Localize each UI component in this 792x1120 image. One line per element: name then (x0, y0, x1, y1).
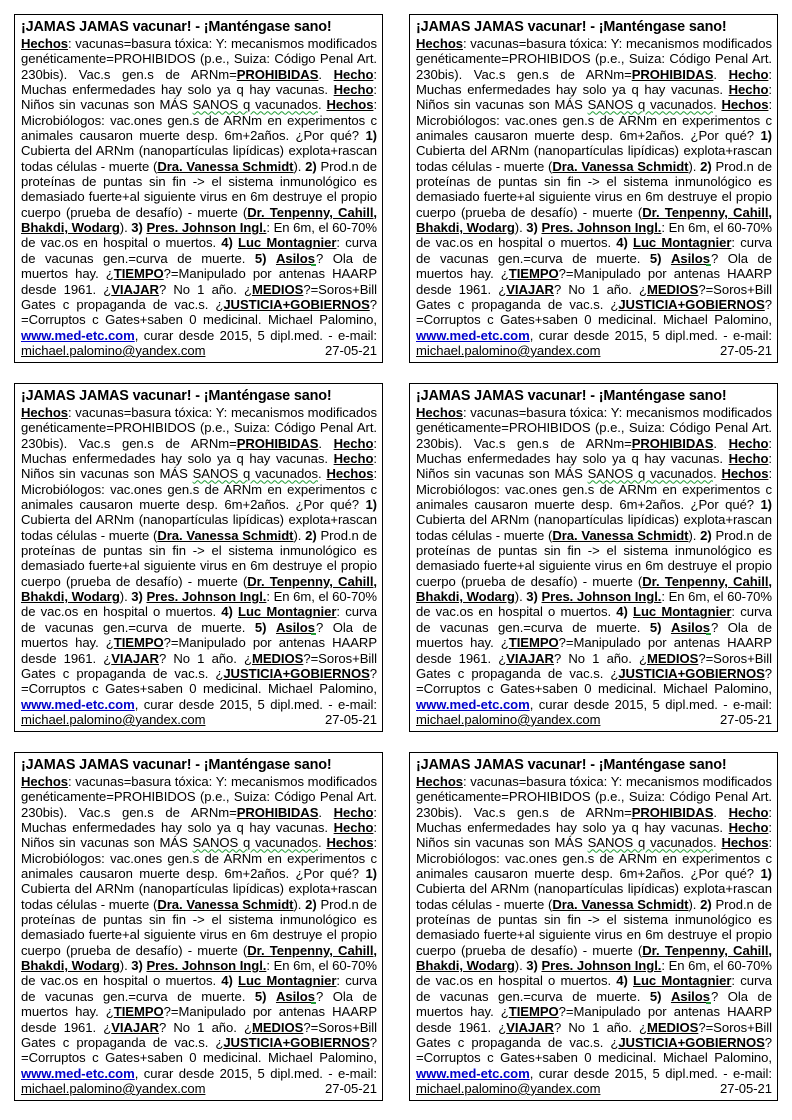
text-segment: ?=Soros+Bill Gates c propaganda de vac.s. ¿ (416, 281, 772, 312)
card-row (14, 752, 778, 1101)
name-schmidt: Dra. Vanessa Schmidt (552, 527, 689, 543)
text-segment: ? Ola de muertos hay. ¿ (21, 250, 377, 282)
card-title: ¡JAMAS JAMAS vacunar! - ¡Manténgase sano! (21, 19, 332, 35)
text-segment: Prod.n de proteínas de puntas sin fin -> el sistema inmunológico es demasiado fuerte+al siguiente virus en 6m destruye el propio cuerpo (prueba de desafío) - muerte ( (416, 158, 772, 220)
text-segment: ? No 1 año. ¿ (158, 650, 252, 666)
emphasis-prohibidas: PROHIBIDAS (236, 435, 319, 451)
text-segment: ? Ola de muertos hay. ¿ (416, 988, 772, 1020)
emphasis-prohibidas: PROHIBIDAS (236, 66, 319, 82)
text-segment: Prod.n de proteínas de puntas sin fin -> el sistema inmunológico es demasiado fuerte+al siguiente virus en 6m destruye el propio cuerpo (prueba de desafío) - muerte ( (21, 896, 377, 958)
text-segment: ? No 1 año. ¿ (553, 1019, 647, 1035)
text-segment: : En 6m, el 60-70% de vac.os en hospital o muertos. (21, 589, 377, 620)
text-segment: ). (293, 527, 306, 543)
text-segment: ). (293, 896, 306, 912)
list-marker-5: 5) (649, 988, 662, 1004)
text-segment: : Niños sin vacunas son MÁS (21, 820, 377, 851)
author-name: Michael Palomino, (267, 681, 377, 697)
card-body (21, 36, 377, 363)
text-segment: . (318, 66, 334, 82)
label-hechos: Hechos (721, 466, 769, 482)
spellcheck-phrase-sanos: SANOS q vacunados (587, 97, 713, 113)
name-johnson: Pres. Johnson Ingl. (146, 958, 267, 974)
text-segment: Prod.n de proteínas de puntas sin fin -> el sistema inmunológico es demasiado fuerte+al siguiente virus en 6m destruye el propio cuerpo (prueba de desafío) - muerte ( (21, 527, 377, 589)
name-doctors: Dr. Tenpenny, Cahill, Bhakdi, Wodarg (416, 573, 772, 605)
text-segment: ?=Corruptos c Gates+saben 0 medicinal. (416, 1034, 772, 1066)
label-hechos: Hechos (21, 405, 68, 420)
label-hechos: Hechos (326, 835, 374, 851)
name-montagnier: Luc Montagnier (633, 604, 732, 620)
text-segment (661, 620, 671, 635)
keyword-tiempo: TIEMPO (113, 635, 164, 651)
label-hechos: Hechos (721, 835, 769, 851)
text-segment: ?=Soros+Bill Gates c propaganda de vac.s. ¿ (416, 1019, 772, 1050)
website-link[interactable]: www.med-etc.com (21, 1065, 135, 1081)
keyword-asilos: Asilos (670, 619, 710, 635)
label-hechos: Hechos (416, 36, 463, 51)
text-segment: ? No 1 año. ¿ (158, 281, 252, 297)
keyword-viajar: VIAJAR (111, 650, 159, 666)
text-segment: ?=Corruptos c Gates+saben 0 medicinal. (21, 665, 377, 697)
text-segment: : Microbiólogos: vac.ones gen.s de ARNm en experimentos c animales causaron muerte desp. 6m+2años. ¿Por qué? (416, 466, 773, 513)
keyword-justicia-gobiernos: JUSTICIA+GOBIERNOS (618, 665, 765, 681)
list-marker-2: 2) (700, 896, 712, 912)
date-text: 27-05-21 (205, 1080, 377, 1096)
list-marker-2: 2) (305, 527, 317, 543)
list-marker-3: 3) (526, 958, 538, 974)
keyword-viajar: VIAJAR (506, 281, 554, 297)
text-segment: Cubierta del ARNm (nanopartículas lipídicas) explota+rascan todas células - muerte ( (416, 512, 772, 543)
text-segment: ?=Manipulado por antenas HAARP desde 1961. ¿ (21, 635, 378, 666)
text-segment: Prod.n de proteínas de puntas sin fin -> el sistema inmunológico es demasiado fuerte+al siguiente virus en 6m destruye el propio cuerpo (prueba de desafío) - muerte ( (416, 527, 772, 589)
list-marker-2: 2) (700, 527, 712, 543)
text-segment: ?=Soros+Bill Gates c propaganda de vac.s. ¿ (21, 1019, 377, 1050)
text-segment: . (713, 66, 729, 82)
keyword-medios: MEDIOS (251, 650, 304, 666)
keyword-tiempo: TIEMPO (508, 1004, 559, 1020)
text-segment: . (318, 97, 327, 113)
text-segment: : En 6m, el 60-70% de vac.os en hospital o muertos. (416, 958, 772, 989)
text-segment: ?=Corruptos c Gates+saben 0 medicinal. (21, 296, 377, 328)
name-montagnier: Luc Montagnier (633, 235, 732, 251)
spellcheck-phrase-sanos: SANOS q vacunados (587, 835, 713, 851)
label-hecho: Hecho (728, 820, 769, 836)
label-hechos: Hechos (21, 774, 68, 789)
name-schmidt: Dra. Vanessa Schmidt (157, 527, 294, 543)
list-marker-4: 4) (616, 604, 628, 620)
text-segment: Prod.n de proteínas de puntas sin fin -> el sistema inmunológico es demasiado fuerte+al siguiente virus en 6m destruye el propio cuerpo (prueba de desafío) - muerte ( (21, 158, 377, 220)
keyword-asilos: Asilos (275, 988, 315, 1004)
website-link[interactable]: www.med-etc.com (21, 696, 135, 712)
spellcheck-mark (706, 633, 711, 635)
text-segment: , curar desde 2015, 5 dipl.med. - e-mail: (134, 327, 377, 343)
name-johnson: Pres. Johnson Ingl. (146, 589, 267, 605)
text-segment: ). (688, 896, 701, 912)
text-segment: . (713, 97, 722, 113)
date-text: 27-05-21 (600, 342, 772, 358)
text-segment: ). (514, 958, 527, 974)
flyer-card (14, 14, 383, 363)
label-hechos: Hechos (416, 774, 463, 789)
keyword-asilos: Asilos (670, 988, 710, 1004)
text-segment: : Muchas enfermedades hay solo ya q hay vacunas. (416, 435, 772, 467)
keyword-justicia-gobiernos: JUSTICIA+GOBIERNOS (618, 1034, 765, 1050)
text-segment: ). (514, 589, 527, 605)
text-segment: . (318, 435, 334, 451)
keyword-viajar: VIAJAR (506, 650, 554, 666)
text-segment: ?=Manipulado por antenas HAARP desde 1961. ¿ (21, 266, 378, 297)
name-montagnier: Luc Montagnier (633, 973, 732, 989)
text-segment: : vacunas=basura tóxica: Y: mecanismos modificados genéticamente=PROHIBIDOS (p.e., Suiza: Código Penal Art. 230bis). Vac.s gen.s de ARNm= (416, 774, 772, 820)
list-marker-4: 4) (616, 973, 628, 989)
keyword-asilos: Asilos (275, 250, 315, 266)
list-marker-3: 3) (131, 220, 143, 236)
website-link[interactable]: www.med-etc.com (416, 696, 530, 712)
text-segment: Cubierta del ARNm (nanopartículas lipídicas) explota+rascan todas células - muerte ( (21, 143, 377, 174)
text-segment: ?=Manipulado por antenas HAARP desde 1961. ¿ (416, 635, 773, 666)
label-hecho: Hecho (333, 435, 374, 451)
keyword-medios: MEDIOS (251, 281, 304, 297)
name-montagnier: Luc Montagnier (238, 973, 337, 989)
text-segment: : En 6m, el 60-70% de vac.os en hospital o muertos. (416, 220, 772, 251)
label-hechos: Hechos (21, 36, 68, 51)
text-segment: ? Ola de muertos hay. ¿ (21, 988, 377, 1020)
text-segment: ?=Corruptos c Gates+saben 0 medicinal. (21, 1034, 377, 1066)
text-segment: . (713, 835, 722, 851)
list-marker-2: 2) (305, 158, 317, 174)
emphasis-prohibidas: PROHIBIDAS (236, 804, 319, 820)
list-marker-1: 1) (760, 866, 772, 882)
text-segment (661, 989, 671, 1004)
label-hecho: Hecho (728, 435, 769, 451)
text-segment: ? Ola de muertos hay. ¿ (21, 619, 377, 651)
text-segment: ?=Soros+Bill Gates c propaganda de vac.s. ¿ (21, 281, 377, 312)
text-segment: : curva de vacunas gen.=curva de muerte. (416, 235, 772, 266)
spellcheck-mark (311, 633, 316, 635)
card-title: ¡JAMAS JAMAS vacunar! - ¡Manténgase sano! (416, 19, 727, 35)
author-name: Michael Palomino, (662, 312, 772, 328)
text-segment: : Muchas enfermedades hay solo ya q hay vacunas. (21, 804, 377, 836)
keyword-justicia-gobiernos: JUSTICIA+GOBIERNOS (618, 296, 765, 312)
text-segment: : Muchas enfermedades hay solo ya q hay vacunas. (416, 804, 772, 836)
text-segment: : vacunas=basura tóxica: Y: mecanismos modificados genéticamente=PROHIBIDOS (p.e., Suiza: Código Penal Art. 230bis). Vac.s gen.s de ARNm= (21, 36, 377, 82)
list-marker-1: 1) (365, 497, 377, 513)
name-johnson: Pres. Johnson Ingl. (146, 220, 267, 236)
text-segment: ?=Manipulado por antenas HAARP desde 1961. ¿ (21, 1004, 378, 1035)
text-segment: ?=Soros+Bill Gates c propaganda de vac.s. ¿ (21, 650, 377, 681)
website-link[interactable]: www.med-etc.com (416, 327, 530, 343)
list-marker-1: 1) (365, 866, 377, 882)
text-segment (266, 620, 276, 635)
name-doctors: Dr. Tenpenny, Cahill, Bhakdi, Wodarg (21, 942, 377, 974)
author-name: Michael Palomino, (662, 1050, 772, 1066)
emphasis-prohibidas: PROHIBIDAS (631, 66, 714, 82)
list-marker-5: 5) (254, 250, 267, 266)
list-marker-2: 2) (700, 158, 712, 174)
website-link[interactable]: www.med-etc.com (21, 327, 135, 343)
flyer-card (409, 383, 778, 732)
name-doctors: Dr. Tenpenny, Cahill, Bhakdi, Wodarg (21, 204, 377, 236)
name-schmidt: Dra. Vanessa Schmidt (552, 896, 689, 912)
keyword-tiempo: TIEMPO (508, 635, 559, 651)
text-segment: : Niños sin vacunas son MÁS (416, 820, 772, 851)
text-segment: . (713, 435, 729, 451)
label-hecho: Hecho (728, 66, 769, 82)
text-segment: ? No 1 año. ¿ (553, 650, 647, 666)
list-marker-4: 4) (221, 235, 233, 251)
label-hechos: Hechos (416, 405, 463, 420)
name-johnson: Pres. Johnson Ingl. (541, 220, 662, 236)
text-segment: Prod.n de proteínas de puntas sin fin -> el sistema inmunológico es demasiado fuerte+al siguiente virus en 6m destruye el propio cuerpo (prueba de desafío) - muerte ( (416, 896, 772, 958)
text-segment: ). (119, 958, 132, 974)
keyword-viajar: VIAJAR (111, 1019, 159, 1035)
text-segment: ? Ola de muertos hay. ¿ (416, 619, 772, 651)
text-segment: : Niños sin vacunas son MÁS (21, 82, 377, 113)
text-segment: ). (119, 589, 132, 605)
keyword-asilos: Asilos (275, 619, 315, 635)
keyword-medios: MEDIOS (251, 1019, 304, 1035)
text-segment: : vacunas=basura tóxica: Y: mecanismos modificados genéticamente=PROHIBIDOS (p.e., Suiza: Código Penal Art. 230bis). Vac.s gen.s de ARNm= (21, 405, 377, 451)
text-segment: ?=Soros+Bill Gates c propaganda de vac.s. ¿ (416, 650, 772, 681)
text-segment: . (318, 804, 334, 820)
text-segment: . (713, 466, 722, 482)
email-link[interactable]: michael.palomino@yandex.com (416, 342, 601, 358)
text-segment: : vacunas=basura tóxica: Y: mecanismos modificados genéticamente=PROHIBIDOS (p.e., Suiza: Código Penal Art. 230bis). Vac.s gen.s de ARNm= (416, 36, 772, 82)
list-marker-3: 3) (526, 220, 538, 236)
card-row (14, 14, 778, 363)
card-title: ¡JAMAS JAMAS vacunar! - ¡Manténgase sano! (21, 388, 332, 404)
label-hecho: Hecho (728, 82, 769, 98)
date-text: 27-05-21 (205, 342, 377, 358)
keyword-tiempo: TIEMPO (508, 266, 559, 282)
text-segment: ?=Manipulado por antenas HAARP desde 1961. ¿ (416, 1004, 773, 1035)
text-segment: : Muchas enfermedades hay solo ya q hay vacunas. (21, 66, 377, 98)
spellcheck-mark (706, 264, 711, 266)
text-segment (266, 989, 276, 1004)
list-marker-5: 5) (254, 988, 267, 1004)
label-hecho: Hecho (728, 451, 769, 467)
text-segment: Cubierta del ARNm (nanopartículas lipídicas) explota+rascan todas células - muerte ( (416, 143, 772, 174)
keyword-medios: MEDIOS (646, 1019, 699, 1035)
flyer-card (409, 752, 778, 1101)
name-schmidt: Dra. Vanessa Schmidt (157, 896, 294, 912)
keyword-justicia-gobiernos: JUSTICIA+GOBIERNOS (223, 665, 370, 681)
text-segment: . (318, 835, 327, 851)
label-hecho: Hecho (728, 804, 769, 820)
list-marker-3: 3) (131, 958, 143, 974)
list-marker-4: 4) (221, 604, 233, 620)
text-segment (661, 251, 671, 266)
keyword-medios: MEDIOS (646, 650, 699, 666)
text-segment: Cubierta del ARNm (nanopartículas lipídicas) explota+rascan todas células - muerte ( (416, 881, 772, 912)
text-segment: ? Ola de muertos hay. ¿ (416, 250, 772, 282)
text-segment: ). (119, 220, 132, 236)
text-segment: : curva de vacunas gen.=curva de muerte. (21, 973, 377, 1004)
name-schmidt: Dra. Vanessa Schmidt (552, 158, 689, 174)
label-hecho: Hecho (333, 820, 374, 836)
label-hechos: Hechos (326, 97, 374, 113)
text-segment: ?=Manipulado por antenas HAARP desde 1961. ¿ (416, 266, 773, 297)
text-segment: : curva de vacunas gen.=curva de muerte. (416, 973, 772, 1004)
list-marker-4: 4) (616, 235, 628, 251)
text-segment: : Niños sin vacunas son MÁS (416, 451, 772, 482)
text-segment: : Microbiólogos: vac.ones gen.s de ARNm en experimentos c animales causaron muerte desp. 6m+2años. ¿Por qué? (21, 466, 378, 513)
flyer-card (14, 383, 383, 732)
text-segment: : Muchas enfermedades hay solo ya q hay vacunas. (416, 66, 772, 98)
label-hechos: Hechos (326, 466, 374, 482)
keyword-justicia-gobiernos: JUSTICIA+GOBIERNOS (223, 296, 370, 312)
text-segment: : En 6m, el 60-70% de vac.os en hospital o muertos. (21, 958, 377, 989)
name-schmidt: Dra. Vanessa Schmidt (157, 158, 294, 174)
text-segment: . (713, 804, 729, 820)
text-segment: ). (293, 158, 306, 174)
text-segment: , curar desde 2015, 5 dipl.med. - e-mail: (529, 696, 772, 712)
keyword-justicia-gobiernos: JUSTICIA+GOBIERNOS (223, 1034, 370, 1050)
text-segment: : vacunas=basura tóxica: Y: mecanismos modificados genéticamente=PROHIBIDOS (p.e., Suiza: Código Penal Art. 230bis). Vac.s gen.s de ARNm= (416, 405, 772, 451)
text-segment: : curva de vacunas gen.=curva de muerte. (21, 235, 377, 266)
email-link[interactable]: michael.palomino@yandex.com (416, 1080, 601, 1096)
text-segment: : vacunas=basura tóxica: Y: mecanismos modificados genéticamente=PROHIBIDOS (p.e., Suiza: Código Penal Art. 230bis). Vac.s gen.s de ARNm= (21, 774, 377, 820)
card-body (21, 774, 377, 1101)
date-text: 27-05-21 (600, 711, 772, 727)
text-segment: : Muchas enfermedades hay solo ya q hay vacunas. (21, 435, 377, 467)
text-segment: : Microbiólogos: vac.ones gen.s de ARNm en experimentos c animales causaron muerte desp. 6m+2años. ¿Por qué? (416, 835, 773, 882)
text-segment: : En 6m, el 60-70% de vac.os en hospital o muertos. (21, 220, 377, 251)
spellcheck-mark (311, 264, 316, 266)
label-hecho: Hecho (333, 82, 374, 98)
text-segment: ? No 1 año. ¿ (158, 1019, 252, 1035)
text-segment: ). (688, 527, 701, 543)
text-segment: , curar desde 2015, 5 dipl.med. - e-mail: (529, 1065, 772, 1081)
keyword-viajar: VIAJAR (111, 281, 159, 297)
email-link[interactable]: michael.palomino@yandex.com (21, 342, 206, 358)
text-segment: Cubierta del ARNm (nanopartículas lipídicas) explota+rascan todas células - muerte ( (21, 512, 377, 543)
date-text: 27-05-21 (600, 1080, 772, 1096)
spellcheck-phrase-sanos: SANOS q vacunados (192, 466, 318, 482)
name-montagnier: Luc Montagnier (238, 604, 337, 620)
keyword-medios: MEDIOS (646, 281, 699, 297)
label-hecho: Hecho (333, 804, 374, 820)
card-body (416, 405, 772, 732)
author-name: Michael Palomino, (662, 681, 772, 697)
text-segment: , curar desde 2015, 5 dipl.med. - e-mail: (529, 327, 772, 343)
text-segment: : Niños sin vacunas son MÁS (21, 451, 377, 482)
label-hechos: Hechos (721, 97, 769, 113)
keyword-viajar: VIAJAR (506, 1019, 554, 1035)
label-hecho: Hecho (333, 66, 374, 82)
spellcheck-phrase-sanos: SANOS q vacunados (192, 97, 318, 113)
card-title: ¡JAMAS JAMAS vacunar! - ¡Manténgase sano! (416, 388, 727, 404)
flyer-card (14, 752, 383, 1101)
text-segment (266, 251, 276, 266)
date-text: 27-05-21 (205, 711, 377, 727)
name-doctors: Dr. Tenpenny, Cahill, Bhakdi, Wodarg (416, 942, 772, 974)
list-marker-5: 5) (254, 619, 267, 635)
card-title: ¡JAMAS JAMAS vacunar! - ¡Manténgase sano! (21, 757, 332, 773)
author-name: Michael Palomino, (267, 312, 377, 328)
label-hecho: Hecho (333, 451, 374, 467)
email-link[interactable]: michael.palomino@yandex.com (416, 711, 601, 727)
text-segment: ?=Corruptos c Gates+saben 0 medicinal. (416, 296, 772, 328)
list-marker-5: 5) (649, 250, 662, 266)
name-johnson: Pres. Johnson Ingl. (541, 589, 662, 605)
text-segment: ). (514, 220, 527, 236)
name-johnson: Pres. Johnson Ingl. (541, 958, 662, 974)
text-segment: : curva de vacunas gen.=curva de muerte. (416, 604, 772, 635)
card-title: ¡JAMAS JAMAS vacunar! - ¡Manténgase sano! (416, 757, 727, 773)
keyword-asilos: Asilos (670, 250, 710, 266)
website-link[interactable]: www.med-etc.com (416, 1065, 530, 1081)
list-marker-1: 1) (760, 497, 772, 513)
text-segment: : Microbiólogos: vac.ones gen.s de ARNm en experimentos c animales causaron muerte desp. 6m+2años. ¿Por qué? (416, 97, 773, 144)
list-marker-1: 1) (365, 128, 377, 144)
emphasis-prohibidas: PROHIBIDAS (631, 435, 714, 451)
text-segment: Cubierta del ARNm (nanopartículas lipídicas) explota+rascan todas células - muerte ( (21, 881, 377, 912)
card-row (14, 383, 778, 732)
list-marker-5: 5) (649, 619, 662, 635)
list-marker-4: 4) (221, 973, 233, 989)
list-marker-3: 3) (526, 589, 538, 605)
text-segment: , curar desde 2015, 5 dipl.med. - e-mail: (134, 1065, 377, 1081)
name-doctors: Dr. Tenpenny, Cahill, Bhakdi, Wodarg (416, 204, 772, 236)
card-body (416, 774, 772, 1101)
text-segment: : curva de vacunas gen.=curva de muerte. (21, 604, 377, 635)
text-segment: : Microbiólogos: vac.ones gen.s de ARNm en experimentos c animales causaron muerte desp. 6m+2años. ¿Por qué? (21, 97, 378, 144)
text-segment: ). (688, 158, 701, 174)
spellcheck-mark (311, 1002, 316, 1004)
list-marker-1: 1) (760, 128, 772, 144)
emphasis-prohibidas: PROHIBIDAS (631, 804, 714, 820)
text-segment: , curar desde 2015, 5 dipl.med. - e-mail: (134, 696, 377, 712)
text-segment: : Niños sin vacunas son MÁS (416, 82, 772, 113)
name-montagnier: Luc Montagnier (238, 235, 337, 251)
text-segment: : Microbiólogos: vac.ones gen.s de ARNm en experimentos c animales causaron muerte desp. 6m+2años. ¿Por qué? (21, 835, 378, 882)
flyer-card (409, 14, 778, 363)
card-body (416, 36, 772, 363)
text-segment: . (318, 466, 327, 482)
name-doctors: Dr. Tenpenny, Cahill, Bhakdi, Wodarg (21, 573, 377, 605)
email-link[interactable]: michael.palomino@yandex.com (21, 1080, 206, 1096)
text-segment: : En 6m, el 60-70% de vac.os en hospital o muertos. (416, 589, 772, 620)
email-link[interactable]: michael.palomino@yandex.com (21, 711, 206, 727)
text-segment: ? No 1 año. ¿ (553, 281, 647, 297)
list-marker-2: 2) (305, 896, 317, 912)
author-name: Michael Palomino, (267, 1050, 377, 1066)
keyword-tiempo: TIEMPO (113, 1004, 164, 1020)
card-body (21, 405, 377, 732)
spellcheck-phrase-sanos: SANOS q vacunados (192, 835, 318, 851)
keyword-tiempo: TIEMPO (113, 266, 164, 282)
spellcheck-mark (706, 1002, 711, 1004)
spellcheck-phrase-sanos: SANOS q vacunados (587, 466, 713, 482)
list-marker-3: 3) (131, 589, 143, 605)
text-segment: ?=Corruptos c Gates+saben 0 medicinal. (416, 665, 772, 697)
